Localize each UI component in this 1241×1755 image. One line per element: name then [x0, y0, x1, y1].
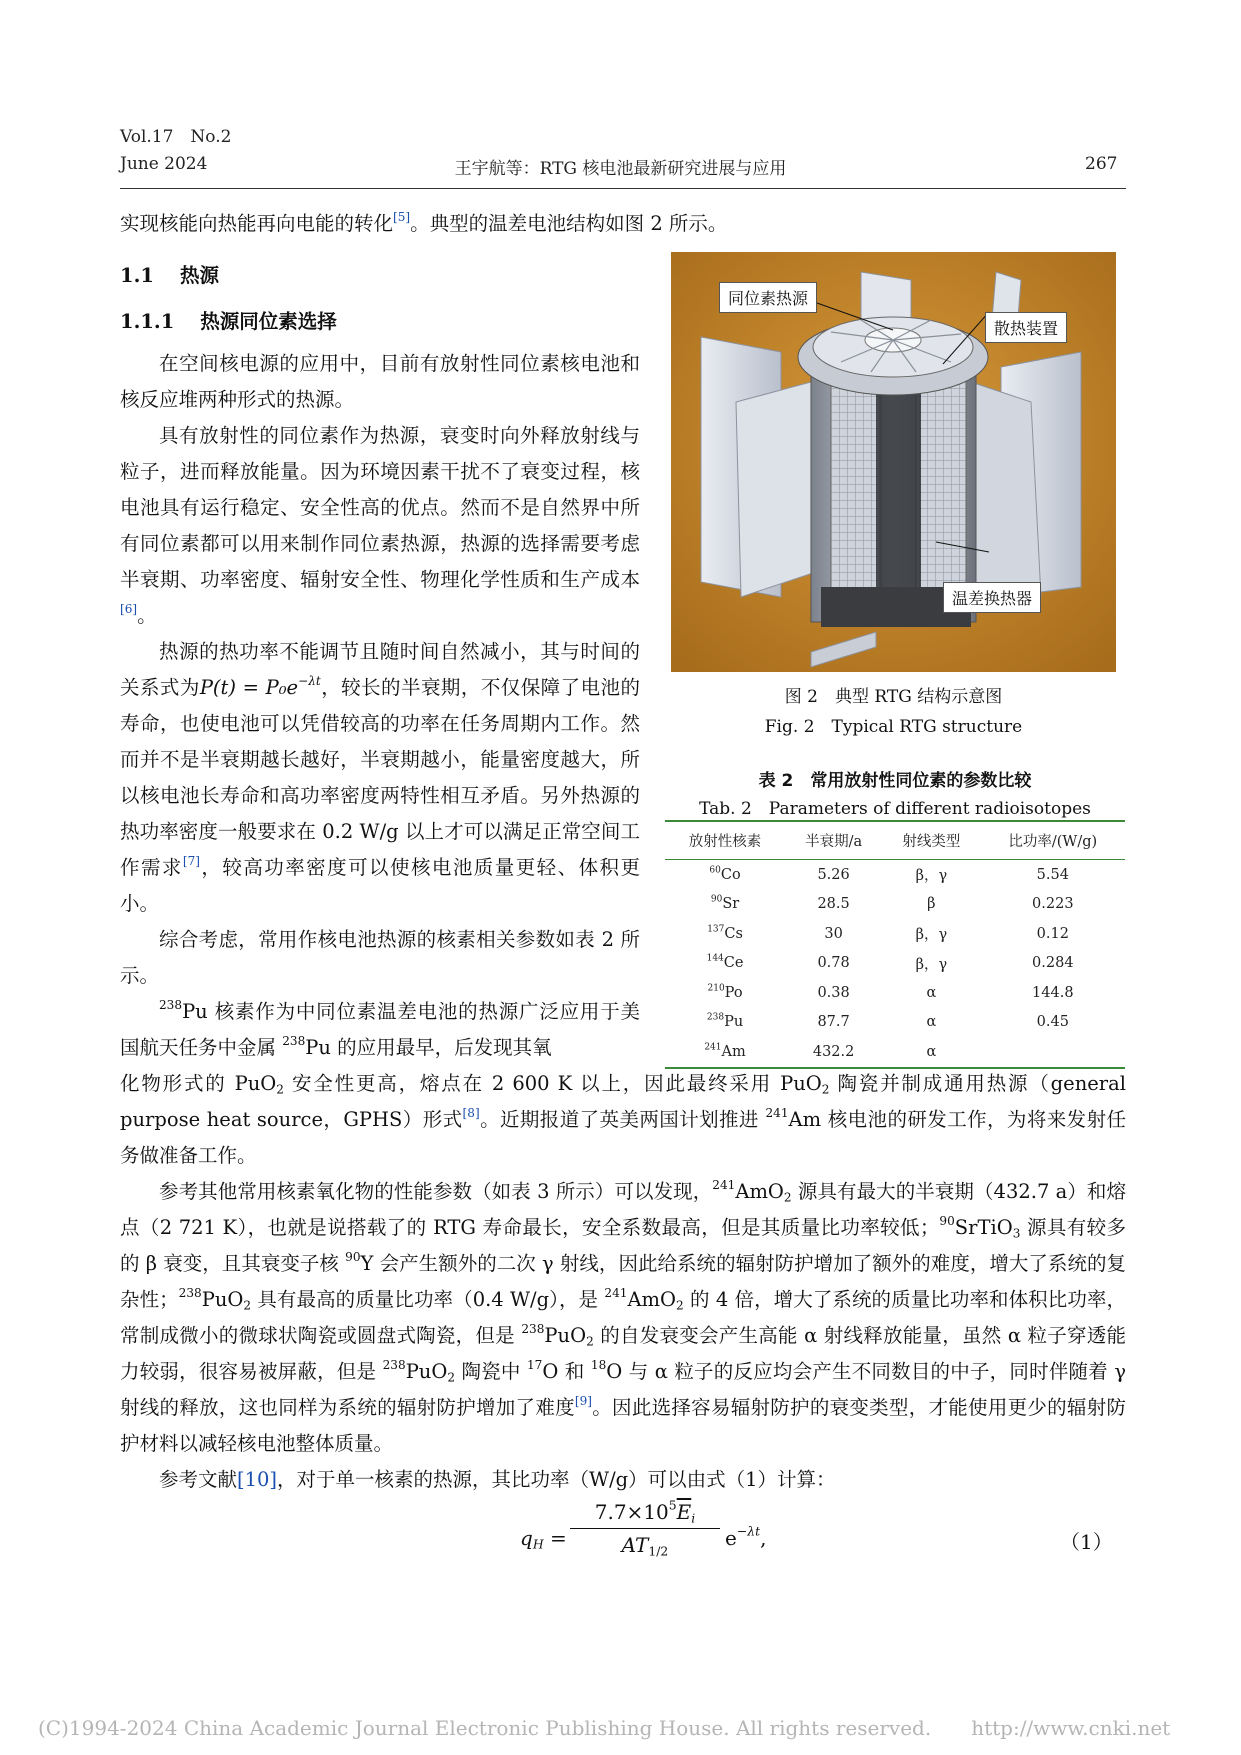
- col-header: 放射性核素: [665, 821, 785, 860]
- specific-power-cell: 144.8: [1032, 984, 1074, 1001]
- paragraph: 参考其他常用核素氧化物的性能参数（如表 3 所示）可以发现，$^{241}$AmO$_2$ 源具有最大的半衰期（432.7 a）和熔点（2 721 K），也就是说搭载了的 RTG 寿命最长，安全系数最高，但是其质量比功率较低；$^{90}$SrTiO$_3$ 源具有较多的 β 衰变，且其衰变子核 $^{90}$Y 会产生额外的二次 γ 射线，因此给系统的辐射防护增加了额外的难度，增大了系统的复杂性；$^{238}$PuO$_2$ 具有最高的质量比功率（0.4 W/g），是 $^{241}$AmO$_2$ 的 4 倍，增大了系统的质量比功率和体积比功率，常制成微小的微球状陶瓷或圆盘式陶瓷，但是 $^{238}$PuO$_2$ 的自发衰变会产生高能 α 射线释放能量，虽然 α 粒子穿透能力较弱，很容易被屏蔽，但是 $^{238}$PuO$_2$ 陶瓷中 $^{17}$O 和 $^{18}$O 与 α 粒子的反应均会产生不同数目的中子，同时伴随着 γ 射线的释放，这也同样为系统的辐射防护增加了难度[9]。因此选择容易辐射防护的衰变类型，才能使用更少的辐射防护材料以减轻核电池整体质量。: [120, 1177, 1126, 1455]
- decay-formula: P(t) = P₀e: [199, 676, 299, 699]
- specific-power-cell: 0.223: [1032, 896, 1074, 913]
- equation-number: （1）: [1060, 1530, 1113, 1554]
- nuclide-cell: $^{241}$Am: [665, 1037, 785, 1068]
- specific-power-cell: [981, 1037, 1125, 1068]
- section-heading: 1.1 热源: [120, 264, 219, 287]
- label-exchanger: 温差换热器: [943, 582, 1041, 613]
- nuclide-cell: $^{210}$Po: [707, 983, 743, 1001]
- ray-type-cell: β，γ: [915, 927, 948, 944]
- label-heat-source: 同位素热源: [719, 282, 817, 313]
- col-header: 半衰期/a: [785, 821, 882, 860]
- header-rule: [120, 188, 1126, 189]
- citation-link[interactable]: [7]: [182, 853, 200, 868]
- paragraph: $^{238}$Pu 核素作为中同位素温差电池的热源广泛应用于美国航天任务中金属 $^{238}$Pu 的应用最早，后发现其氧: [120, 997, 640, 1059]
- paragraph: 具有放射性的同位素作为热源，衰变时向外释放射线与粒子，进而释放能量。因为环境因素干扰不了衰变过程，核电池具有运行稳定、安全性高的优点。然而不是自然界中所有同位素都可以用来制作同位素热源，热源的选择需要考虑半衰期、功率密度、辐射安全性、物理化学性质和生产成本[6]。: [120, 424, 640, 627]
- table-caption-cn: 表 2 常用放射性同位素的参数比较: [758, 771, 1032, 791]
- citation-link[interactable]: [10]: [237, 1468, 278, 1491]
- specific-power-cell: 5.54: [1036, 866, 1069, 883]
- half-life-cell: 87.7: [817, 1014, 850, 1031]
- specific-power-cell: 0.45: [1036, 1014, 1069, 1031]
- col-header: 射线类型: [882, 821, 980, 860]
- table-row: [665, 1008, 1125, 1038]
- table-row: [665, 860, 1125, 890]
- paragraph: 在空间核电源的应用中，目前有放射性同位素核电池和核反应堆两种形式的热源。: [120, 352, 640, 411]
- fraction: $7.7\times 10^5\overline{E}_i$ $AT_{1/2}$: [570, 1500, 720, 1557]
- col-header: 比功率/(W/g): [981, 821, 1125, 860]
- half-life-cell: 0.78: [817, 955, 850, 972]
- half-life-cell: 28.5: [817, 896, 850, 913]
- label-radiator: 散热装置: [985, 312, 1067, 343]
- table-row: [665, 978, 1125, 1008]
- page-number: 267: [1085, 154, 1118, 174]
- table-row: [665, 1037, 1125, 1068]
- citation-link[interactable]: [5]: [393, 209, 411, 224]
- ray-type-cell: α: [926, 984, 937, 1001]
- nuclide-cell: $^{144}$Ce: [706, 953, 744, 972]
- paragraph: 热源的热功率不能调节且随时间自然减小，其与时间的关系式为$P(t) = P_0e^{-\lambda t}$，较长的半衰期，不仅保障了电池的寿命，也使电池可以凭借较高的功率在任务周期内工作。然而并不是半衰期越长越好，半衰期越小，能量密度越大，所以核电池长寿命和高功率密度两特性相互矛盾。另外热源的热功率密度一般要求在 0.2 W/g 以上才可以满足正常空间工作需求[7]，较高功率密度可以使核电池质量更轻、体积更小。: [120, 640, 640, 915]
- nuclide-cell: $^{60}$Co: [709, 865, 741, 883]
- table-row: [665, 890, 1125, 920]
- ray-type-cell: α: [882, 1037, 980, 1068]
- citation-link[interactable]: [6]: [120, 601, 138, 616]
- paragraph: 综合考虑，常用作核电池热源的核素相关参数如表 2 所示。: [120, 928, 640, 987]
- copyright-footer: (C)1994-2024 China Academic Journal Electronic Publishing House. All rights reserved. http://www.cnki.net: [38, 1716, 1171, 1740]
- ray-type-cell: β，γ: [915, 868, 948, 885]
- ray-type-cell: α: [926, 1014, 937, 1031]
- intro-line: 实现核能向热能再向电能的转化[5]。典型的温差电池结构如图 2 所示。: [120, 209, 728, 235]
- half-life-cell: 432.2: [785, 1037, 882, 1068]
- subsection-heading: 1.1.1 热源同位素选择: [120, 310, 337, 333]
- running-title: 王宇航等：RTG 核电池最新研究进展与应用: [454, 159, 787, 179]
- journal-date: June 2024: [120, 154, 208, 174]
- table-row: [665, 949, 1125, 979]
- table-header-row: [665, 821, 1125, 860]
- citation-link[interactable]: [9]: [574, 1393, 592, 1408]
- full-width-text: [120, 1066, 1126, 1498]
- paragraph: 化物形式的 PuO$_2$ 安全性更高，熔点在 2 600 K 以上，因此最终采用 PuO$_2$ 陶瓷并制成通用热源（general purpose heat source，GPHS）形式[8]。近期报道了英美两国计划推进 $^{241}$Am 核电池的研发工作，为将来发射任务做准备工作。: [120, 1072, 1126, 1167]
- figure-caption-cn: 图 2 典型 RTG 结构示意图: [784, 687, 1003, 707]
- half-life-cell: 5.26: [817, 866, 850, 883]
- figure-caption-en: Fig. 2 Typical RTG structure: [764, 717, 1023, 737]
- ray-type-cell: β，γ: [915, 956, 948, 973]
- table-caption-en: Tab. 2 Parameters of different radioisotopes: [699, 799, 1091, 819]
- specific-power-cell: 0.284: [1032, 955, 1074, 972]
- half-life-cell: 0.38: [817, 984, 850, 1001]
- journal-volume: Vol.17 No.2: [120, 127, 232, 147]
- nuclide-cell: $^{90}$Sr: [710, 894, 740, 913]
- left-column: [120, 346, 640, 1066]
- nuclide-cell: $^{238}$Pu: [706, 1012, 744, 1031]
- paragraph: 参考文献[10]，对于单一核素的热源，其比功率（W/g）可以由式（1）计算：: [159, 1468, 836, 1491]
- table-row: [665, 919, 1125, 949]
- equation-1: $q_H$ = $7.7\times 10^5\overline{E}_i$ $AT_{1/2}$ $e^{-\lambda t}$,: [520, 1497, 767, 1559]
- citation-link[interactable]: [8]: [462, 1105, 480, 1120]
- ray-type-cell: β: [927, 896, 936, 913]
- nuclide-cell: $^{137}$Cs: [707, 924, 743, 942]
- figure-rtg: [671, 252, 1116, 672]
- specific-power-cell: 0.12: [1036, 925, 1069, 942]
- radioisotope-table: [665, 820, 1125, 1069]
- half-life-cell: 30: [824, 925, 843, 942]
